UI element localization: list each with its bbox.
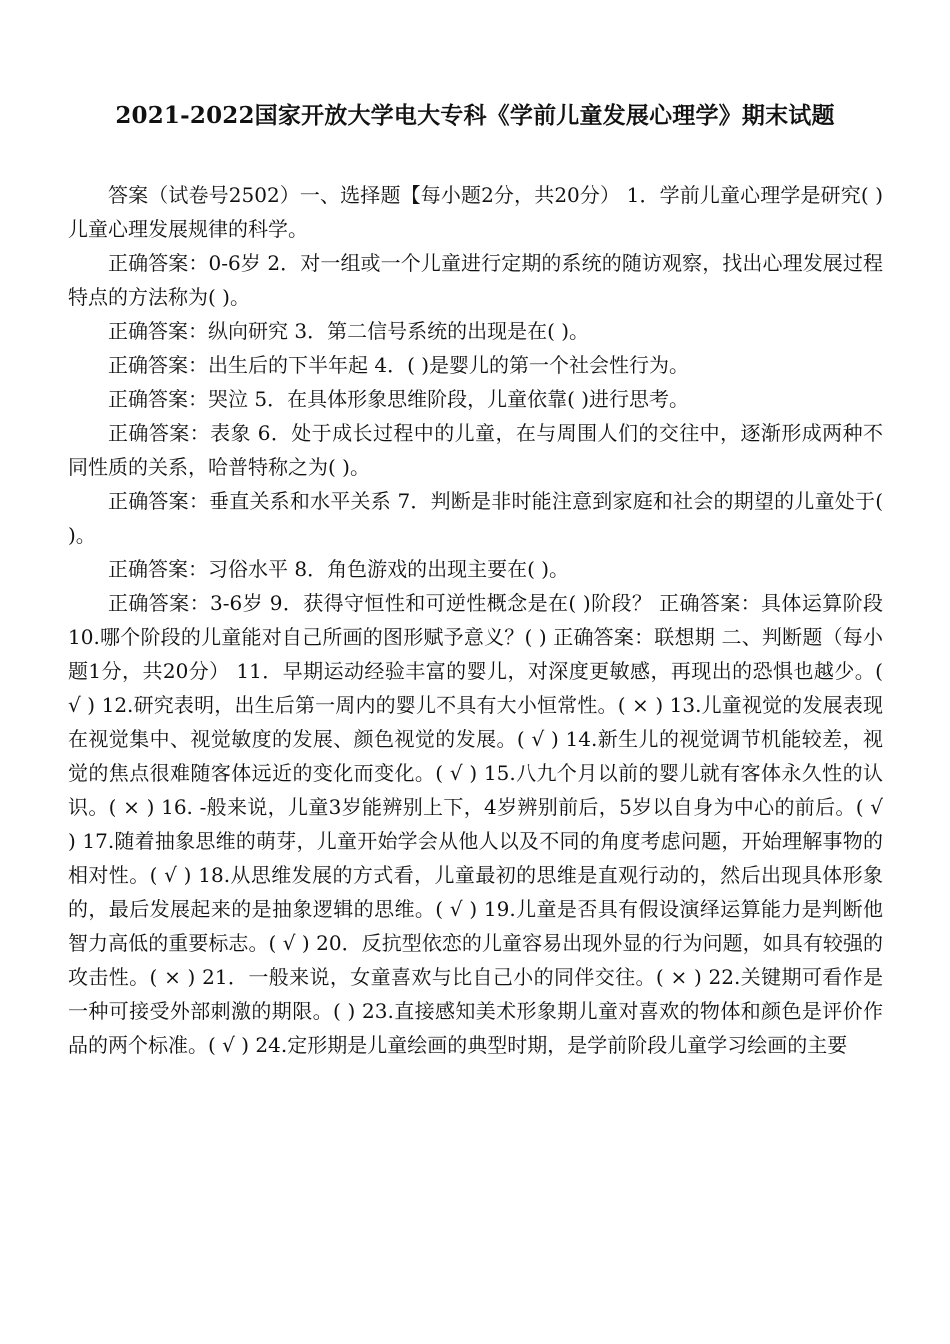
paragraph: 正确答案：哭泣 5．在具体形象思维阶段，儿童依靠( )进行思考。 (108, 387, 690, 411)
paragraph: 正确答案：表象 6．处于成长过程中的儿童，在与周围人们的交往中，逐渐形成两种不同性质的关系，哈普特称之为( )。 (68, 421, 883, 479)
paragraph: 正确答案：习俗水平 8．角色游戏的出现主要在( )。 (108, 557, 570, 581)
paragraph: 正确答案：0-6岁 2．对一组或一个儿童进行定期的系统的随访观察，找出心理发展过程特点的方法称为( )。 (68, 251, 883, 309)
paragraph: 答案（试卷号2502）一、选择题【每小题2分，共20分） 1．学前儿童心理学是研究( )儿童心理发展规律的科学。 (68, 183, 883, 241)
document-title: 2021-2022国家开放大学电大专科《学前儿童发展心理学》期末试题 (115, 102, 835, 129)
paragraph: 正确答案：纵向研究 3．第二信号系统的出现是在( )。 (108, 319, 590, 343)
paragraph: 正确答案：垂直关系和水平关系 7．判断是非时能注意到家庭和社会的期望的儿童处于( )。 (68, 489, 883, 547)
paragraph: 正确答案：3-6岁 9．获得守恒性和可逆性概念是在( )阶段？ 正确答案：具体运算阶段 10.哪个阶段的儿童能对自己所画的图形赋予意义？( ) 正确答案：联想期 二、判断题（每小题1分，共20分） 11．早期运动经验丰富的婴儿，对深度更敏感，再现出的恐惧也越少。( √ ) 12.研究表明，出生后第一周内的婴儿不具有大小恒常性。( × ) 13.儿童视觉的发展表现在视觉集中、视觉敏度的发展、颜色视觉的发展。( √ ) 14.新生儿的视觉调节机能较差，视觉的焦点很难随客体远近的变化而变化。( √ ) 15.八九个月以前的婴儿就有客体永久性的认识。( × ) 16. -般来说，儿童3岁能辨别上下，4岁辨别前后，5岁以自身为中心的前后。( √ ) 17.随着抽象思维的萌芽，儿童开始学会从他人以及不同的角度考虑问题，开始理解事物的相对性。( √ ) 18.从思维发展的方式看，儿童最初的思维是直观行动的，然后出现具体形象的，最后发展起来的是抽象逻辑的思维。( √ ) 19.儿童是否具有假设演绎运算能力是判断他智力高低的重要标志。( √ ) 20．反抗型依恋的儿童容易出现外显的行为问题，如具有较强的攻击性。( × ) 21．一般来说，女童喜欢与比自己小的同伴交往。( × ) 22.关键期可看作是一种可接受外部刺激的期限。( ) 23.直接感知美术形象期儿童对喜欢的物体和颜色是评价作品的两个标准。( √ ) 24.定形期是儿童绘画的典型时期，是学前阶段儿童学习绘画的主要 (68, 591, 883, 1057)
document-body (68, 178, 883, 1062)
paragraph: 正确答案：出生后的下半年起 4．( )是婴儿的第一个社会性行为。 (108, 353, 690, 377)
